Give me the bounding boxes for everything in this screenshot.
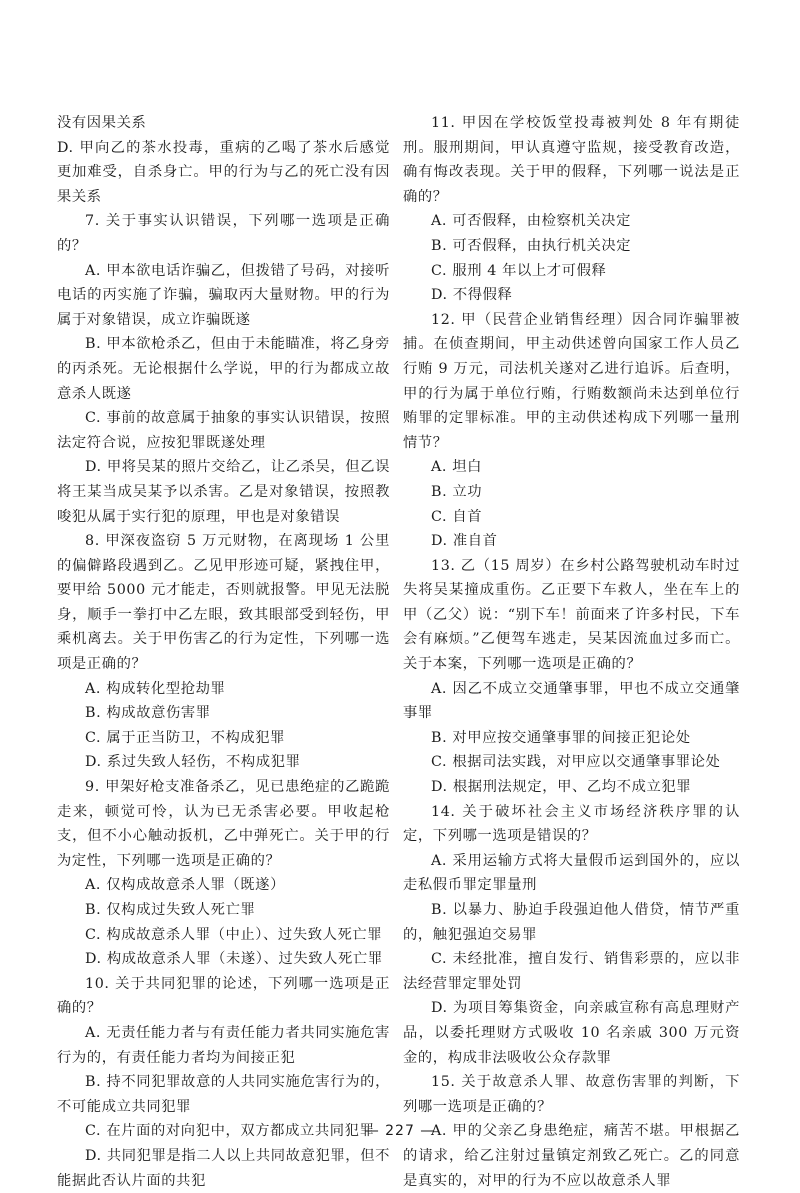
paragraph: A. 仅构成故意杀人罪（既遂） [85,877,285,894]
paragraph: A. 因乙不成立交通肇事罪，甲也不成立交通肇事罪 [403,680,740,722]
paragraph: 15. 关于故意杀人罪、故意伤害罪的判断，下列哪一选项是正确的？ [403,1074,740,1115]
paragraph: A. 构成转化型抢劫罪 [85,680,226,697]
paragraph: D. 共同犯罪是指二人以上共同故意犯罪，但不能据此否认片面的共犯 [57,1147,390,1189]
paragraph: C. 构成故意杀人罪（中止）、过失致人死亡罪 [85,926,383,943]
paragraph: D. 根据刑法规定，甲、乙均不成立犯罪 [431,779,692,796]
paragraph: 7. 关于事实认识错误，下列哪一选项是正确的？ [57,213,390,254]
paragraph: A. 可否假释，由检察机关决定 [431,213,631,230]
paragraph: A. 甲的父亲乙身患绝症，痛苦不堪。甲根据乙的请求，给乙注射过量镇定剂致乙死亡。乙的同意是真实的，对甲的行为不应以故意杀人罪 [403,1123,740,1189]
left-column [57,111,390,1193]
paragraph: C. 事前的故意属于抽象的事实认识错误，按照法定符合说，应按犯罪既遂处理 [57,410,390,451]
paragraph: A. 采用运输方式将大量假币运到国外的，应以走私假币罪定罪量刑 [403,852,740,894]
paragraph: B. 构成故意伤害罪 [85,705,211,722]
paragraph: D. 为项目筹集资金，向亲戚宣称有高息理财产品，以委托理财方式吸收 10 名亲戚 300 万元资金的，构成非法吸收公众存款罪 [403,1000,740,1066]
paragraph: D. 不得假释 [431,287,513,304]
paragraph: B. 甲本欲枪杀乙，但由于未能瞄准，将乙身旁的丙杀死。无论根据什么学说，甲的行为都成立故意杀人既遂 [57,336,390,402]
paragraph: 没有因果关系 [57,115,147,131]
page-number: — 227 — [364,1123,436,1139]
paragraph: D. 系过失致人轻伤，不构成犯罪 [85,754,301,771]
paragraph: C. 根据司法实践，对甲应以交通肇事罪论处 [431,754,721,771]
paragraph: C. 属于正当防卫，不构成犯罪 [85,729,286,746]
paragraph: D. 甲向乙的茶水投毒，重病的乙喝了茶水后感觉更加难受，自杀身亡。甲的行为与乙的死亡没有因果关系 [57,139,390,205]
paragraph: C. 服刑 4 年以上才可假释 [431,262,607,279]
paragraph: D. 甲将吴某的照片交给乙，让乙杀吴，但乙误将王某当成吴某予以杀害。乙是对象错误，按照教唆犯从属于实行犯的原理，甲也是对象错误 [57,459,390,525]
paragraph: B. 持不同犯罪故意的人共同实施危害行为的，不可能成立共同犯罪 [57,1074,390,1115]
paragraph: C. 自首 [431,508,483,525]
paragraph: B. 立功 [431,483,483,500]
paragraph: D. 准自首 [431,533,498,550]
paragraph: 13. 乙（15 周岁）在乡村公路驾驶机动车时过失将吴某撞成重伤。乙正要下车救人，坐在车上的甲（乙父）说：“别下车！前面来了许多村民，下车会有麻烦。”乙便驾车逃走，吴某因流血过多而亡。关于本案，下列哪一选项是正确的？ [403,557,740,673]
paragraph: 9. 甲架好枪支准备杀乙，见已患绝症的乙跪跪走来，顿觉可怜，认为已无杀害必要。甲收起枪支，但不小心触动扳机，乙中弹死亡。关于甲的行为定性，下列哪一选项是正确的？ [57,779,390,869]
paragraph: A. 坦白 [431,459,483,476]
paragraph: A. 甲本欲电话诈骗乙，但拨错了号码，对接听电话的丙实施了诈骗，骗取丙大量财物。甲的行为属于对象错误，成立诈骗既遂 [57,262,390,328]
paragraph: 10. 关于共同犯罪的论述，下列哪一选项是正确的？ [57,975,390,1017]
paragraph: B. 对甲应按交通肇事罪的间接正犯论处 [431,729,691,746]
paragraph: B. 仅构成过失致人死亡罪 [85,902,256,918]
right-column [403,111,740,1193]
paragraph: 8. 甲深夜盗窃 5 万元财物，在离现场 1 公里的偏僻路段遇到乙。乙见甲形迹可疑，紧拽住甲，要甲给 5000 元才能走，否则就报警。甲见无法脱身，顺手一拳打中乙左眼，致其眼部受到轻伤，甲乘机离去。关于甲伤害乙的行为定性，下列哪一选项是正确的？ [57,533,390,673]
paragraph: A. 无责任能力者与有责任能力者共同实施危害行为的，有责任能力者均为间接正犯 [57,1024,390,1066]
paragraph: D. 构成故意杀人罪（未遂）、过失致人死亡罪 [85,951,383,968]
paragraph: B. 以暴力、胁迫手段强迫他人借贷，情节严重的，触犯强迫交易罪 [403,902,740,943]
paragraph: B. 可否假释，由执行机关决定 [431,237,632,254]
paragraph: C. 未经批准，擅自发行、销售彩票的，应以非法经营罪定罪处罚 [403,951,740,992]
paragraph: 14. 关于破坏社会主义市场经济秩序罪的认定，下列哪一选项是错误的？ [403,803,740,845]
paragraph: 12. 甲（民营企业销售经理）因合同诈骗罪被捕。在侦查期间，甲主动供述曾向国家工作人员乙行贿 9 万元，司法机关遂对乙进行追诉。后查明，甲的行为属于单位行贿，行贿数额尚未达到单位行贿罪的定罪标准。甲的主动供述构成下列哪一量刑情节？ [403,311,740,451]
paragraph: 11. 甲因在学校饭堂投毒被判处 8 年有期徒刑。服刑期间，甲认真遵守监规，接受教育改造，确有悔改表现。关于甲的假释，下列哪一说法是正确的？ [403,115,740,205]
paragraph: C. 在片面的对向犯中，双方都成立共同犯罪 [85,1123,375,1140]
